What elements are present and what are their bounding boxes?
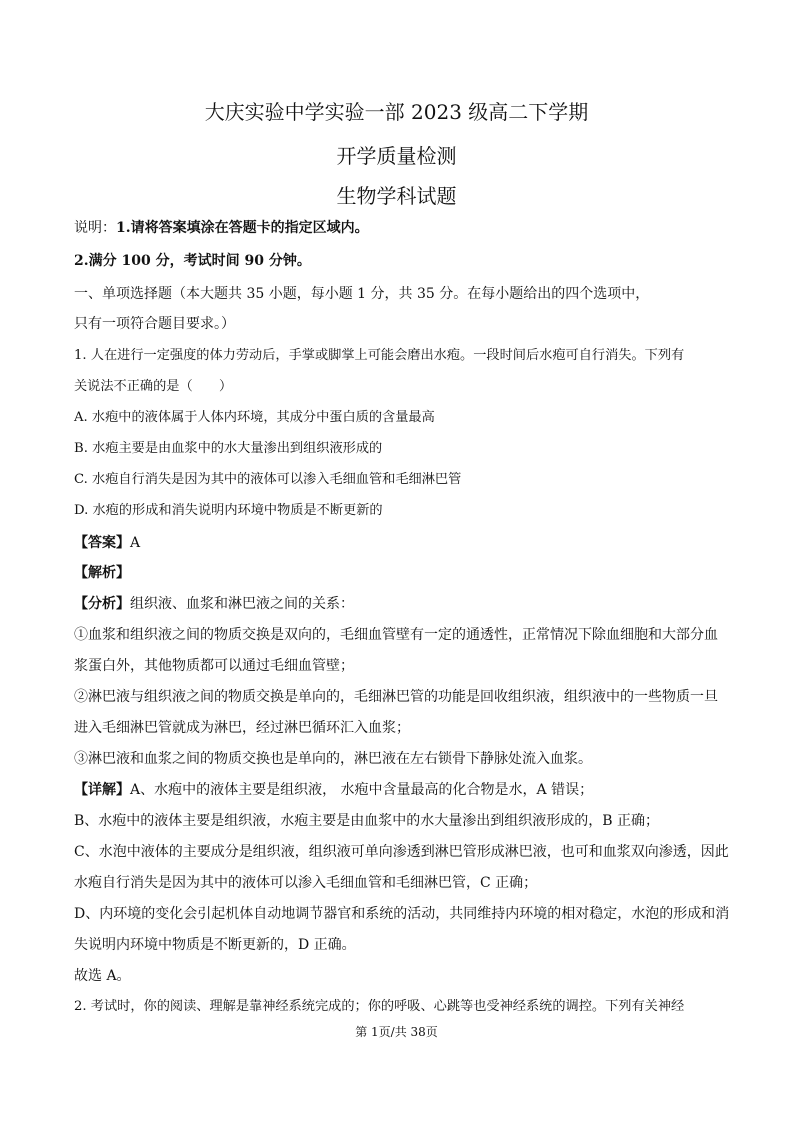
q2-stem-line1: 2. 考试时，你的阅读、理解是靠神经系统完成的；你的呼吸、心跳等也受神经系统的调控。下列有关神经 (74, 999, 685, 1014)
q1-option-d: D. 水疱的形成和消失说明内环境中物质是不断更新的 (74, 503, 383, 518)
q1-fenxi (74, 594, 734, 614)
q1-option-a: A. 水疱中的液体属于人体内环境，其成分中蛋白质的含量最高 (74, 410, 435, 425)
q1-detail-c-line1: C、水泡中液体的主要成分是组织液，组织液可单向渗透到淋巴管形成淋巴液，也可和血浆双向渗透，因此 (74, 844, 729, 860)
q1-point3-line1: ③淋巴液和血浆之间的物质交换也是单向的，淋巴液在左右锁骨下静脉处流入血浆。 (74, 751, 592, 767)
section-header-line1: 一、单项选择题（本大题共 35 小题，每小题 1 分，共 35 分。在每小题给出的四个选项中， (74, 286, 650, 302)
xiangjie-label: 【详解】 (74, 782, 130, 798)
exam-title-line3: 生物学科试题 (336, 184, 457, 208)
fenxi-text: 组织液、血浆和淋巴液之间的关系： (130, 596, 354, 612)
q1-option-c: C. 水疱自行消失是因为其中的液体可以渗入毛细血管和毛细淋巴管 (74, 472, 462, 487)
q1-point1-line1: ①血浆和组织液之间的物质交换是双向的，毛细血管壁有一定的通透性，正常情况下除血细胞和大部分血 (74, 627, 718, 643)
instruction-note1: 1.请将答案填涂在答题卡的指定区域内。 (116, 220, 369, 236)
q1-detail-d-line2: 失说明内环境中物质是不断更新的，D 正确。 (74, 937, 356, 953)
instruction-line1 (74, 218, 734, 238)
q1-answer (74, 533, 734, 553)
q1-point2-line2: 进入毛细淋巴管就成为淋巴，经过淋巴循环汇入血浆； (74, 720, 410, 736)
q1-stem-line1: 1. 人在进行一定强度的体力劳动后，手掌或脚掌上可能会磨出水疱。一段时间后水疱可自行消失。下列有 (74, 348, 685, 363)
q1-point2-line1: ②淋巴液与组织液之间的物质交换是单向的，毛细淋巴管的功能是回收组织液，组织液中的一些物质一旦 (74, 689, 718, 705)
q1-detail-d-line1: D、内环境的变化会引起机体自动地调节器官和系统的活动，共同维持内环境的相对稳定，水泡的形成和消 (74, 906, 730, 922)
q1-detail-a (74, 780, 734, 800)
answer-value: A (130, 535, 141, 551)
answer-label: 【答案】 (74, 535, 130, 551)
q1-detail-c-line2: 水疱自行消失是因为其中的液体可以渗入毛细血管和毛细淋巴管，C 正确； (74, 875, 538, 891)
detail-a-text: A、水疱中的液体主要是组织液， 水疱中含量最高的化合物是水，A 错误； (130, 782, 594, 798)
instruction-label: 说明： (74, 220, 116, 236)
page-number: 第 1页/共 38页 (355, 1025, 438, 1039)
exam-title-line2: 开学质量检测 (336, 144, 457, 168)
q1-conclusion: 故选 A。 (74, 968, 131, 984)
q1-point1-line2: 浆蛋白外，其他物质都可以通过毛细血管壁； (74, 658, 354, 674)
instruction-line2 (74, 251, 734, 271)
fenxi-label: 【分析】 (74, 596, 130, 612)
exam-title-line1: 大庆实验中学实验一部 2023 级高二下学期 (204, 100, 589, 124)
q1-option-b: B. 水疱主要是由血浆中的水大量渗出到组织液形成的 (74, 441, 383, 456)
section-header-line2: 只有一项符合题目要求。） (74, 316, 235, 332)
instruction-note2: 2.满分 100 分，考试时间 90 分钟。 (74, 253, 311, 269)
q1-analysis (74, 563, 734, 583)
q1-detail-b: B、水疱中的液体主要是组织液，水疱主要是由血浆中的水大量渗出到组织液形成的，B 正确； (74, 813, 660, 829)
analysis-label: 【解析】 (74, 565, 130, 581)
q1-stem-line2: 关说法不正确的是（ ） (74, 379, 233, 394)
